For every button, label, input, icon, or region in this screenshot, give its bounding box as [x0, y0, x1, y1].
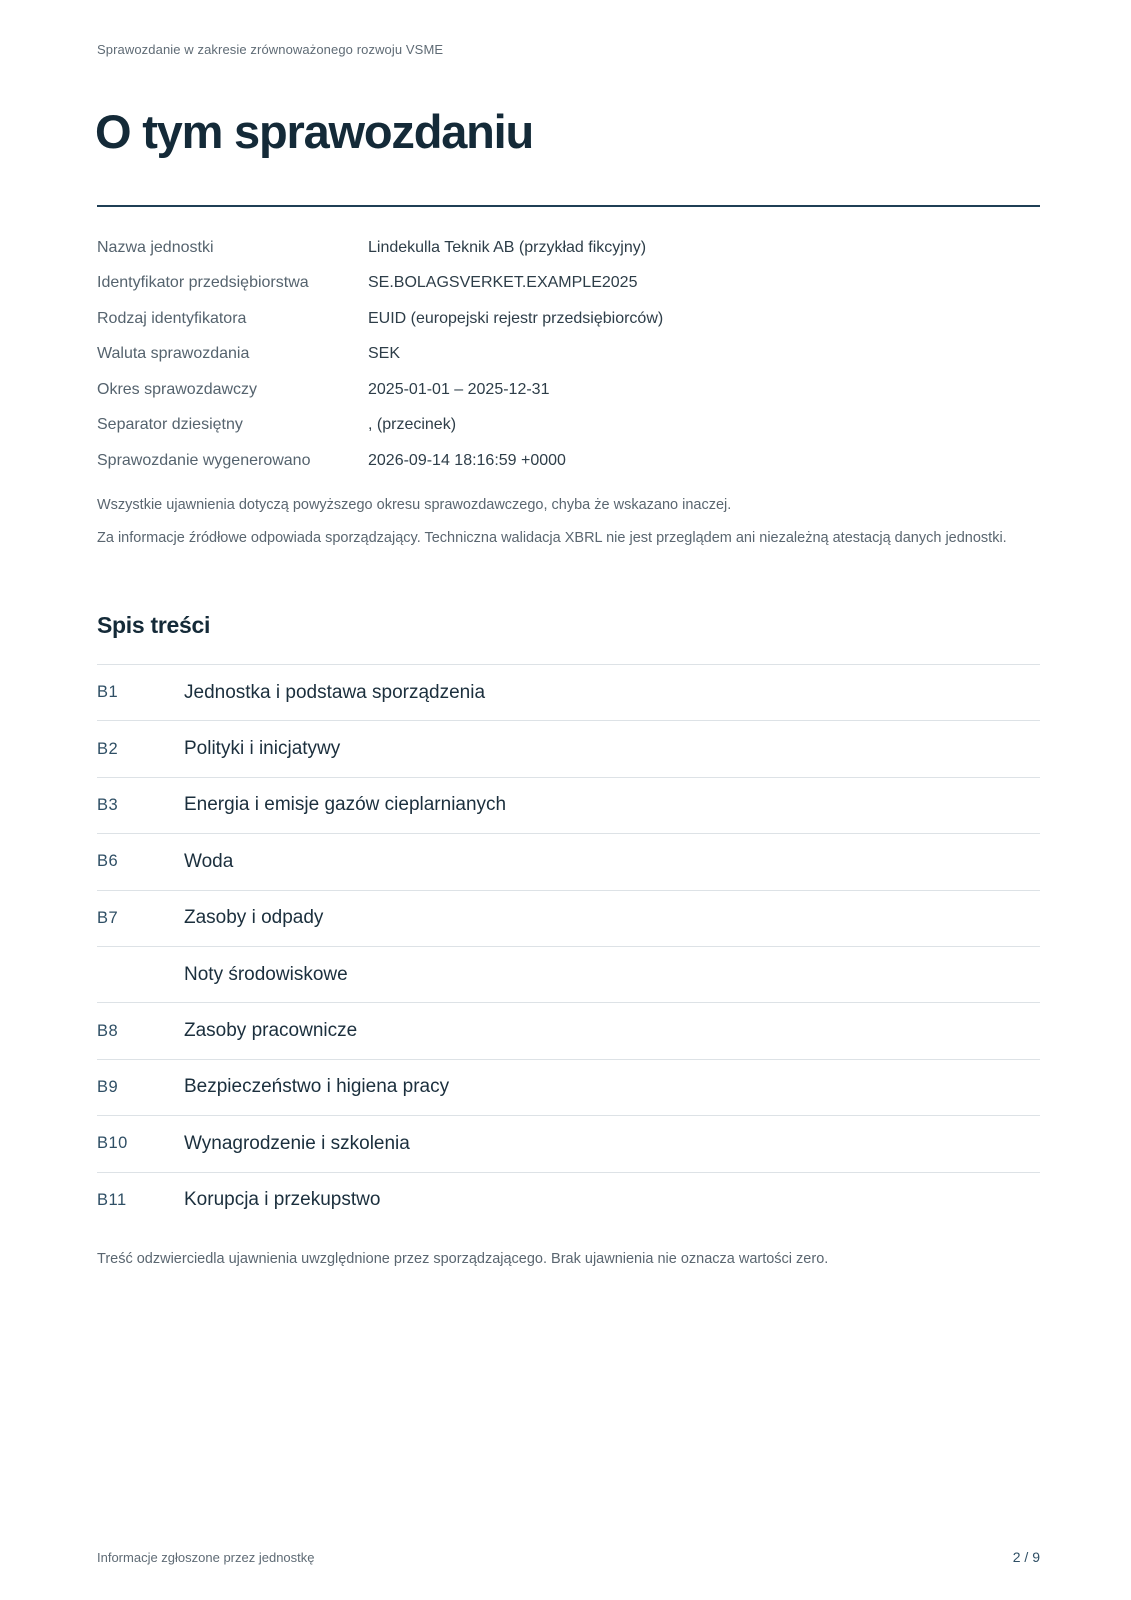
report-page — [97, 0, 1040, 1600]
toc-item-label: Wynagrodzenie i szkolenia — [184, 1132, 410, 1154]
meta-row-company-identifier — [97, 266, 1040, 302]
report-metadata — [97, 230, 1040, 479]
meta-label: Identyfikator przedsiębiorstwa — [97, 274, 309, 292]
toc-item-b9[interactable] — [97, 1060, 1040, 1116]
title-divider — [97, 205, 1040, 207]
meta-label: Sprawozdanie wygenerowano — [97, 451, 311, 469]
disclosure-footnote: Treść odzwierciedla ujawnienia uwzględnione przez sporządzającego. Brak ujawnienia nie oznacza wartości zero. — [97, 1251, 829, 1267]
meta-row-currency — [97, 337, 1040, 373]
toc-item-b1[interactable] — [97, 665, 1040, 721]
page-title: O tym sprawozdaniu — [95, 105, 534, 158]
responsibility-note: Za informacje źródłowe odpowiada sporządzający. Techniczna walidacja XBRL nie jest przeglądem ani niezależną atestacją danych jednostki. — [97, 530, 1007, 546]
toc-item-b8[interactable] — [97, 1003, 1040, 1059]
toc-item-label: Zasoby i odpady — [184, 907, 324, 929]
toc-item-code: B11 — [97, 1190, 127, 1209]
toc-item-label: Polityki i inicjatywy — [184, 738, 341, 760]
toc-item-b10[interactable] — [97, 1116, 1040, 1172]
toc-item-label: Noty środowiskowe — [184, 963, 348, 985]
footer-source-label: Informacje zgłoszone przez jednostkę — [97, 1550, 315, 1565]
toc-item-label: Bezpieczeństwo i higiena pracy — [184, 1076, 450, 1098]
toc-item-label: Woda — [184, 850, 234, 872]
toc-item-label: Energia i emisje gazów cieplarnianych — [184, 794, 507, 816]
meta-row-reporting-period — [97, 372, 1040, 408]
toc-item-code: B1 — [97, 683, 119, 702]
toc-item-label: Korupcja i przekupstwo — [184, 1189, 381, 1211]
toc-item-label: Zasoby pracownicze — [184, 1020, 358, 1042]
meta-label: Waluta sprawozdania — [97, 345, 250, 363]
meta-value: 2026-09-14 18:16:59 +0000 — [368, 451, 566, 469]
toc-item-b11[interactable] — [97, 1173, 1040, 1228]
toc-item-code: B6 — [97, 852, 119, 871]
table-of-contents — [97, 664, 1040, 1228]
scope-note: Wszystkie ujawnienia dotyczą powyższego okresu sprawozdawczego, chyba że wskazano inaczej. — [97, 497, 732, 513]
meta-label: Separator dziesiętny — [97, 416, 243, 434]
meta-value: , (przecinek) — [368, 416, 457, 434]
meta-row-decimal-separator — [97, 408, 1040, 444]
page-number: 2 / 9 — [1012, 1549, 1040, 1565]
toc-item-b7[interactable] — [97, 891, 1040, 947]
meta-value: 2025-01-01 – 2025-12-31 — [368, 380, 550, 398]
toc-item-b2[interactable] — [97, 721, 1040, 777]
meta-row-generated — [97, 443, 1040, 479]
meta-label: Rodzaj identyfikatora — [97, 309, 247, 327]
toc-item-code: B9 — [97, 1077, 119, 1096]
meta-label: Nazwa jednostki — [97, 238, 214, 256]
toc-item-code: B10 — [97, 1134, 128, 1153]
running-header: Sprawozdanie w zakresie zrównoważonego rozwoju VSME — [97, 42, 444, 57]
meta-value: SEK — [368, 345, 401, 363]
meta-value: SE.BOLAGSVERKET.EXAMPLE2025 — [368, 274, 638, 292]
meta-value: Lindekulla Teknik AB (przykład fikcyjny) — [368, 238, 647, 256]
meta-value: EUID (europejski rejestr przedsiębiorców) — [368, 309, 664, 327]
meta-label: Okres sprawozdawczy — [97, 380, 258, 398]
toc-item-code: B2 — [97, 739, 119, 758]
meta-row-entity-name — [97, 230, 1040, 266]
toc-item-environmental-notes[interactable] — [97, 947, 1040, 1003]
meta-row-identifier-type — [97, 301, 1040, 337]
toc-item-code: B8 — [97, 1021, 119, 1040]
toc-item-code: B7 — [97, 908, 119, 927]
toc-item-label: Jednostka i podstawa sporządzenia — [184, 681, 486, 703]
toc-item-code: B3 — [97, 795, 119, 814]
toc-item-b6[interactable] — [97, 834, 1040, 890]
toc-item-b3[interactable] — [97, 778, 1040, 834]
toc-title: Spis treści — [97, 612, 211, 638]
